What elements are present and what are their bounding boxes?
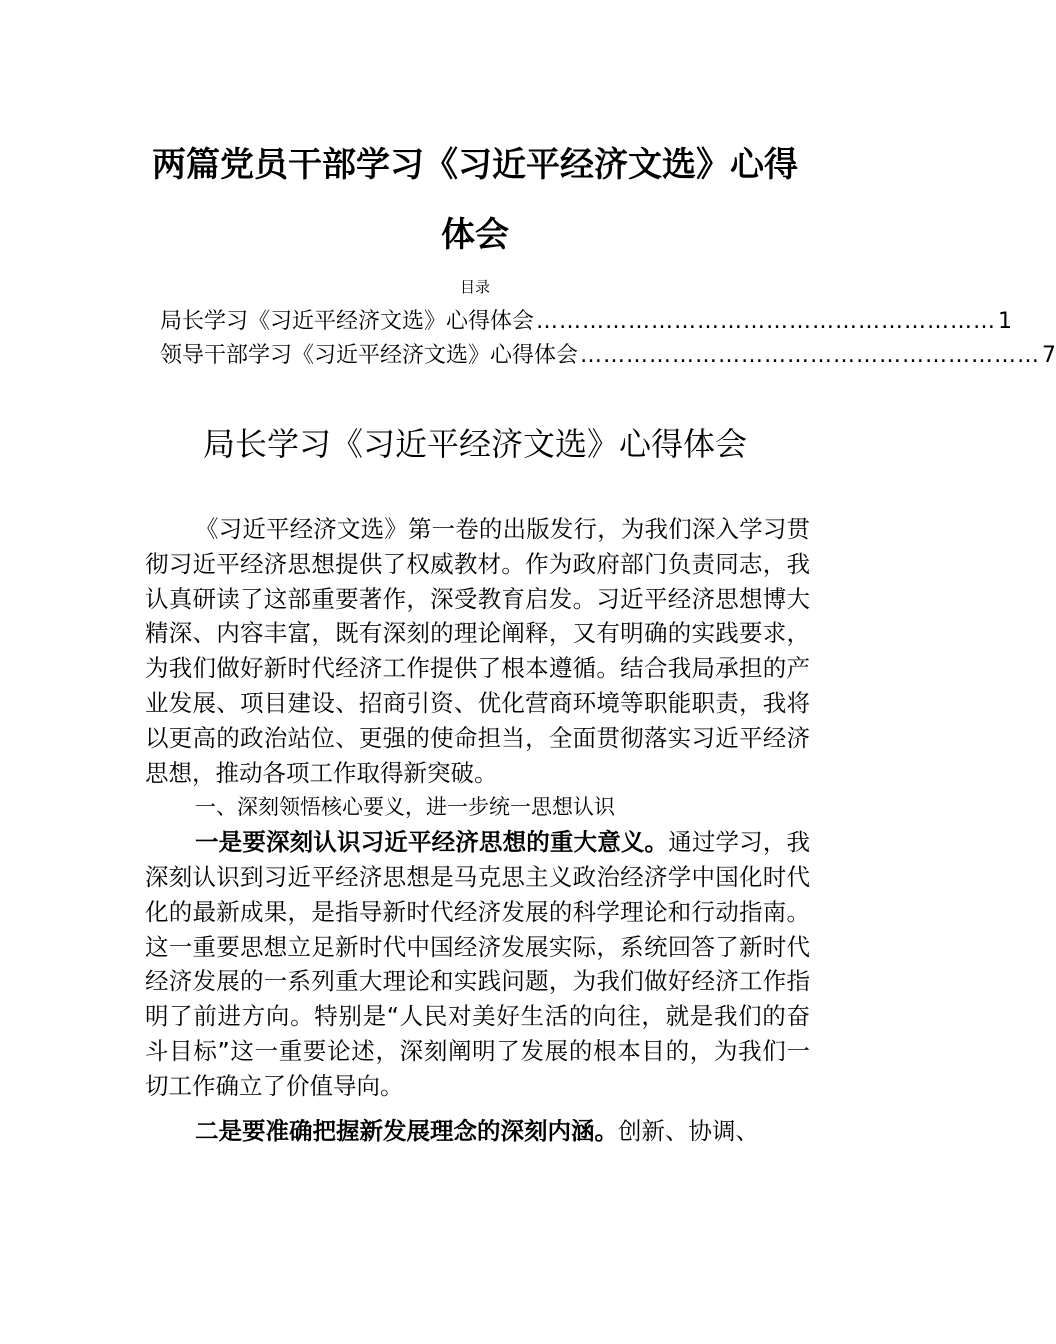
toc-entry-leader: …………………………………………………… <box>580 343 1041 368</box>
document-title: 两篇党员干部学习《习近平经济文选》心得体会 <box>152 145 798 255</box>
toc-entry-leader: …………………………………………………… <box>536 309 997 334</box>
paragraph-2-body: 创新、协调、 <box>618 1116 759 1145</box>
section-heading-1: 一、深刻领悟核心要义，进一步统一思想认识 <box>195 795 615 820</box>
intro-paragraph: 《习近平经济文选》第一卷的出版发行，为我们深入学习贯彻习近平经济思想提供了权威教材。作为政府部门负责同志，我认真研读了这部重要著作，深受教育启发。习近平经济思想博大精深、内容丰富，既有深刻的理论阐释，又有明确的实践要求，为我们做好新时代经济工作提供了根本遵循。结合我局承担的产业发展、项目建设、招商引资、优化营商环境等职能职责，我将以更高的政治站位、更强的使命担当，全面贯彻落实习近平经济思想，推动各项工作取得新突破。 <box>145 515 810 787</box>
toc-heading: 目录 <box>459 278 490 296</box>
toc-entry[interactable] <box>160 306 1013 338</box>
body-text <box>145 512 810 1148</box>
toc-entry[interactable] <box>160 340 1056 372</box>
paragraph-2 <box>145 1114 810 1149</box>
paragraph-1-lead: 一是要深刻认识习近平经济思想的重大意义。 <box>195 828 669 857</box>
paragraph-1 <box>145 825 810 1103</box>
paragraph-1-body: 通过学习，我深刻认识到习近平经济思想是马克思主义政治经济学中国化时代化的最新成果，是指导新时代经济发展的科学理论和行动指南。这一重要思想立足新时代中国经济发展实际，系统回答了新时代经济发展的一系列重大理论和实践问题，为我们做好经济工作指明了前进方向。特别是“人民对美好生活的向往，就是我们的奋斗目标”这一重要论述，深刻阐明了发展的根本目的，为我们一切工作确立了价值导向。 <box>145 828 811 1100</box>
toc-entry-label: 领导干部学习《习近平经济文选》心得体会 <box>160 343 579 368</box>
section-title: 局长学习《习近平经济文选》心得体会 <box>202 425 747 463</box>
toc-entry-page: 7 <box>1042 343 1056 368</box>
paragraph-2-lead: 二是要准确把握新发展理念的深刻内涵。 <box>195 1116 618 1145</box>
toc-entry-label: 局长学习《习近平经济文选》心得体会 <box>160 309 535 334</box>
toc-entry-page: 1 <box>998 309 1013 334</box>
